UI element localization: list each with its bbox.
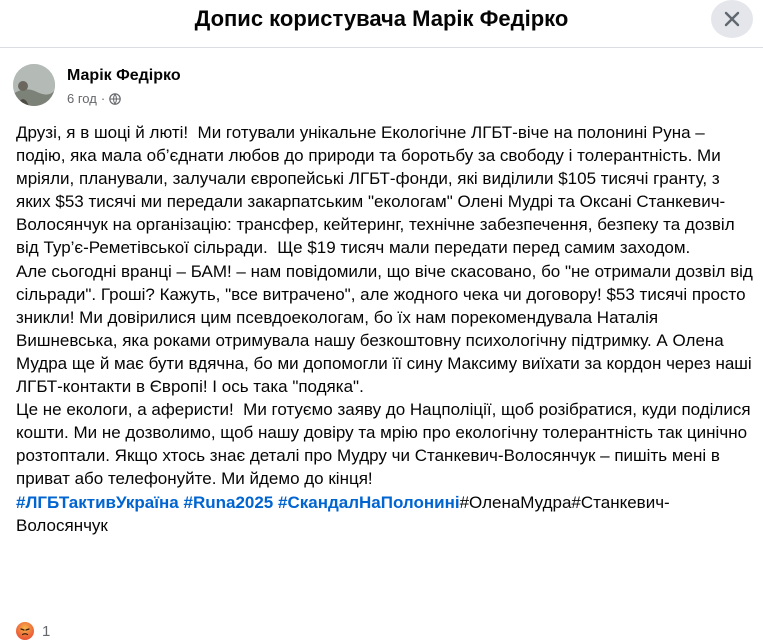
close-icon — [722, 9, 742, 29]
angry-reaction-icon — [16, 622, 34, 640]
hashtag-text: #Станкевич-Волосянчук — [16, 492, 670, 535]
meta-separator: · — [100, 91, 106, 106]
hashtag-text: #ОленаМудра — [459, 492, 572, 512]
avatar-photo-icon — [13, 64, 55, 106]
hashtag-link[interactable]: #Runa2025 — [183, 492, 274, 512]
post-body-text: Друзі, я в шоці й люті! Ми готували унікальне Екологічне ЛГБТ-віче на полонині Руна – подію, яка мала об’єднати любов до природи та боротьбу за свободу і толерантність. Ми мріяли, планували, залучали європейські ЛГБТ-фонди, які виділили $105 тисячі гранту, з яких $53 тисячі ми передали закарпатським "екологам" Олені Мудрі та Оксані Станкевич-Волосянчук на організацію: трансфер, кейтеринг, технічне забезпечення, безпеку та дозвіл від Тур’є-Реметівської сільради. Ще $19 тисяч мали передати перед самим заходом. Але сьогодні вранці – БАМ! – нам повідомили, що віче скасовано, бо "не отримали дозвіл від сільради". Гроші? Кажуть, "все витрачено", але жодного чека чи договору! $53 тисячі просто зникли! Ми довірилися цим псевдоекологам, бо їх нам порекомендувала Наталія Вишневська, яка роками отримувала нашу безкоштовну психологічну підтримку. А Олена Мудра ще й має бути вдячна, бо ми допомогли її сину Максиму виїхати за кордон через наші ЛГБТ-контакти в Європі! І ось така "подяка". Це не екологи, а аферисти! Ми готуємо заяву до Нацполіції, щоб розібратися, куди поділися кошти. Ми не дозволимо, щоб нашу довіру та мрію про екологічну толерантність так цинічно розтоптали. Якщо хтось знає деталі про Мудру чи Станкевич-Волосянчук – пишіть мені в приват або телефонуйте. Ми йдемо до кінця! — [16, 123, 753, 489]
avatar[interactable] — [13, 64, 55, 106]
dialog-title: Допис користувача Марік Федірко — [194, 6, 569, 31]
dialog-header — [0, 0, 763, 48]
hashtag-link[interactable]: #ЛГБТактивУкраїна — [16, 492, 179, 512]
reactions-summary[interactable] — [16, 622, 50, 640]
globe-icon[interactable] — [109, 93, 121, 105]
close-button[interactable] — [711, 0, 753, 38]
post-hashtags — [16, 493, 670, 535]
hashtag-link[interactable]: #СкандалНаПолонині — [278, 492, 460, 512]
post-timestamp[interactable]: 6 год — [67, 91, 97, 106]
post-text — [16, 121, 756, 537]
reaction-count: 1 — [42, 622, 51, 640]
post-author[interactable]: Марік Федірко — [67, 67, 181, 84]
post-meta — [67, 91, 121, 107]
